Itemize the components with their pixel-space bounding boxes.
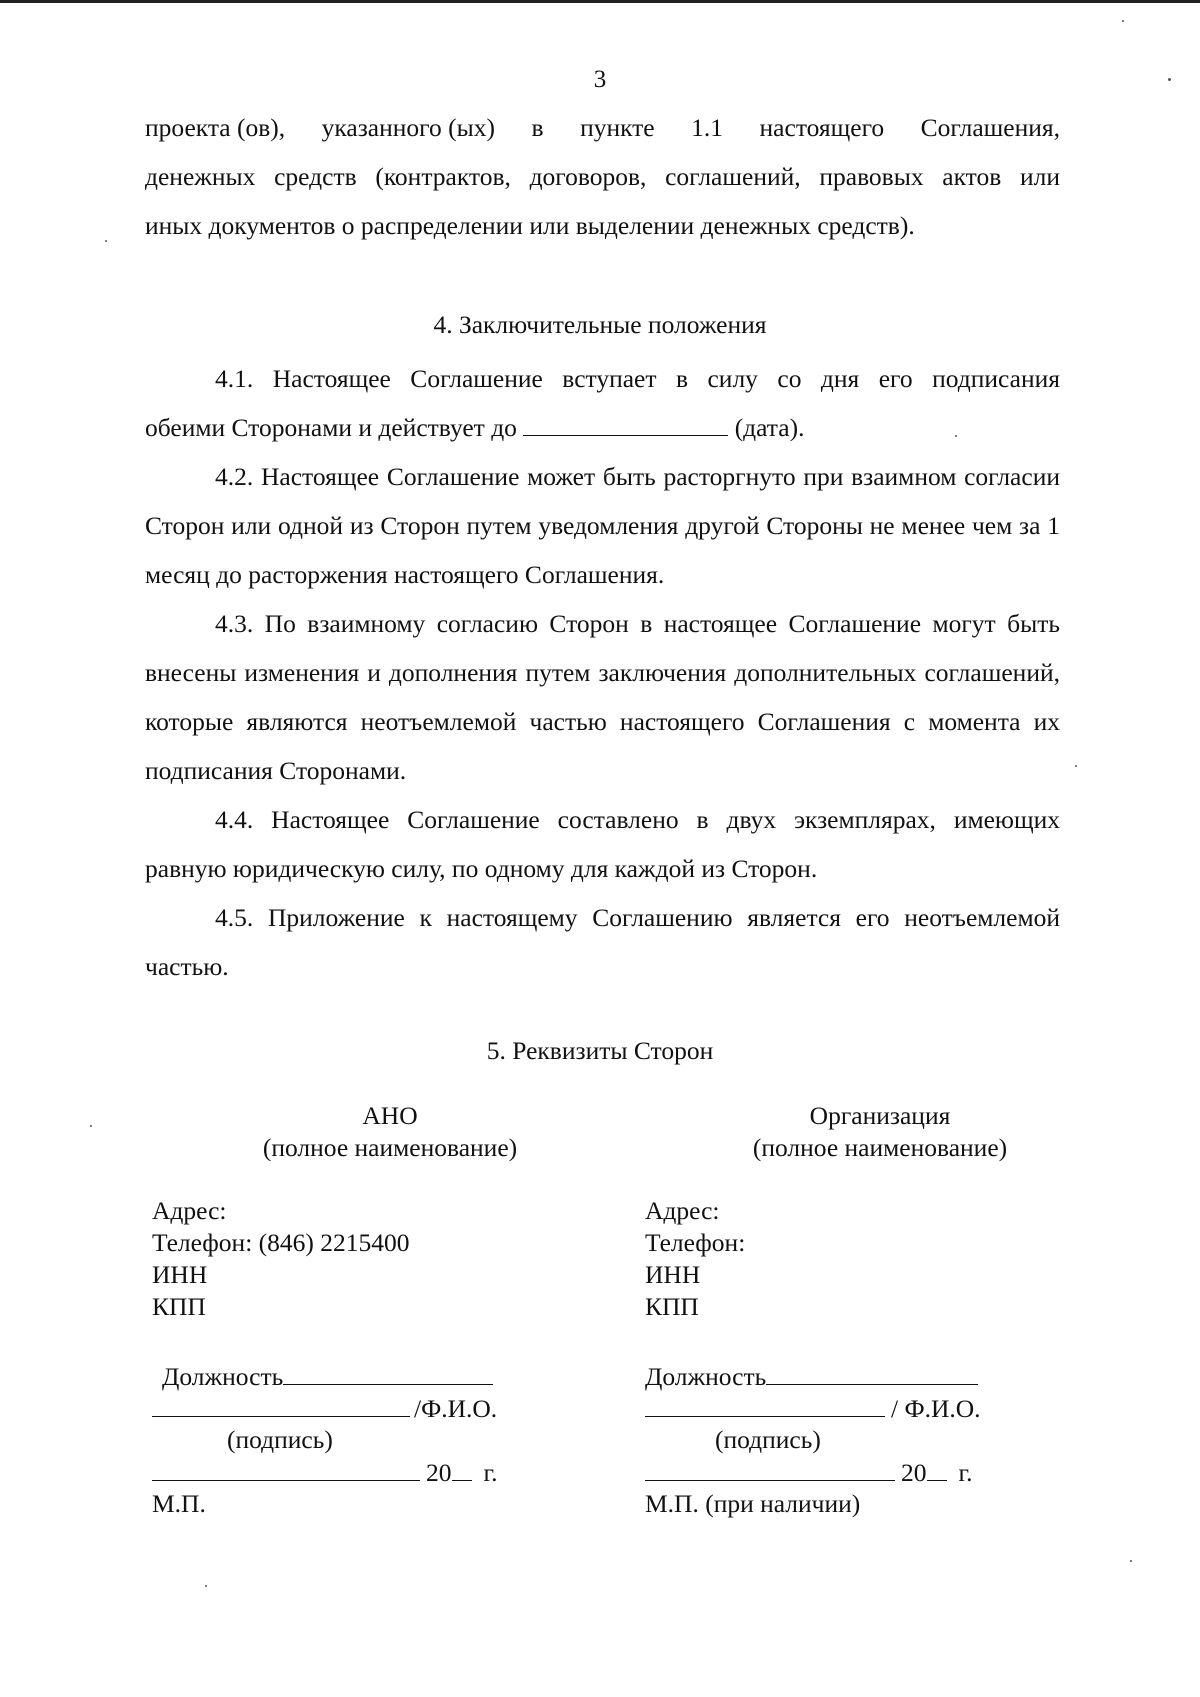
party-right-fio: / Ф.И.О. <box>891 1394 981 1423</box>
party-right-year-suffix: г. <box>958 1458 973 1487</box>
year-blank-line <box>452 1456 472 1481</box>
page-number: 3 <box>593 66 607 93</box>
date-blank-line <box>152 1456 420 1481</box>
party-right-address: Адрес: <box>645 1196 720 1225</box>
section-4-title: 4. Заключительные положения <box>433 310 767 339</box>
clause-4-3: 4.3. По взаимному согласию Сторон в настоящее Соглашение могут быть внесены изменения и дополнения путем заключения дополнительных соглашений, которые являются неотъемлемой частью настоящего Соглашения с момента их подписания Сторонами. <box>145 609 1060 785</box>
party-right-details <box>645 1195 745 1323</box>
intro-word: 1.1 <box>691 113 724 142</box>
date-blank-line <box>645 1456 895 1481</box>
party-left-signature-block <box>152 1360 532 1520</box>
date-label: (дата). <box>734 413 805 442</box>
scan-speck <box>1130 1560 1132 1562</box>
clause-4-1-line-2 <box>145 403 1060 452</box>
clause-4-4: 4.4. Настоящее Соглашение составлено в двух экземплярах, имеющих равную юридическую силу, по одному для каждой из Сторон. <box>145 805 1060 883</box>
party-left-header <box>230 1100 550 1164</box>
scan-speck <box>1075 765 1077 767</box>
party-left-year: 20 <box>426 1458 452 1487</box>
intro-word: в <box>531 113 544 142</box>
party-right-kpp: КПП <box>645 1292 699 1321</box>
party-right-header <box>720 1100 1040 1164</box>
party-left-kpp: КПП <box>152 1292 206 1321</box>
party-left-address: Адрес: <box>152 1196 227 1225</box>
date-blank-line <box>523 413 728 436</box>
clause-4-1-line-1: 4.1. Настоящее Соглашение вступает в силу со дня его подписания <box>215 364 1060 393</box>
intro-line-1 <box>145 103 1060 152</box>
signature-blank-line <box>152 1392 410 1417</box>
party-left-date-row <box>152 1456 532 1488</box>
year-blank-line <box>927 1456 947 1481</box>
party-right-signature-block <box>645 1360 1025 1520</box>
clause-4-1-text: обеими Сторонами и действует до <box>145 413 517 442</box>
party-left-stamp: М.П. <box>152 1489 206 1518</box>
intro-word: проекта (ов), <box>145 113 286 142</box>
party-right-year: 20 <box>901 1458 927 1487</box>
intro-word: настоящего <box>759 113 885 142</box>
position-blank-line <box>766 1360 978 1385</box>
party-left-signature-label: (подпись) <box>227 1425 333 1454</box>
intro-word: пункте <box>580 113 655 142</box>
scan-speck <box>1168 78 1171 81</box>
signature-blank-line <box>645 1392 885 1417</box>
scan-speck <box>105 240 107 242</box>
party-left-phone: Телефон: (846) 2215400 <box>152 1228 410 1257</box>
party-right-date-row <box>645 1456 1025 1488</box>
party-right-subtitle: (полное наименование) <box>752 1133 1008 1162</box>
party-right-inn: ИНН <box>645 1260 701 1289</box>
party-right-phone: Телефон: <box>645 1228 746 1257</box>
party-left-name: АНО <box>362 1101 418 1130</box>
clause-4-2: 4.2. Настоящее Соглашение может быть расторгнуто при взаимном согласии Сторон или одной из Сторон путем уведомления другой Стороны не менее чем за 1 месяц до расторжения настоящего Соглашения. <box>145 462 1060 589</box>
party-right-position-row <box>645 1360 1025 1392</box>
party-left-inn: ИНН <box>152 1260 208 1289</box>
party-right-signature-label: (подпись) <box>715 1425 821 1454</box>
clause-4-5: 4.5. Приложение к настоящему Соглашению является его неотъемлемой частью. <box>145 903 1060 981</box>
party-left-year-suffix: г. <box>483 1458 498 1487</box>
party-right-position-label: Должность <box>645 1362 767 1391</box>
intro-line-2: денежных средств (контрактов, договоров, соглашений, правовых актов или <box>145 162 1060 191</box>
party-left-subtitle: (полное наименование) <box>262 1133 518 1162</box>
position-blank-line <box>283 1360 493 1385</box>
intro-line-3: иных документов о распределении или выделении денежных средств). <box>145 211 915 240</box>
party-left-position-label: Должность <box>162 1362 284 1391</box>
party-left-position-row <box>152 1360 532 1392</box>
scan-speck <box>955 435 957 437</box>
scan-speck <box>90 1125 92 1127</box>
party-right-name: Организация <box>809 1101 951 1130</box>
section-5-title: 5. Реквизиты Сторон <box>486 1036 714 1065</box>
party-left-details <box>152 1195 410 1323</box>
party-left-fio: /Ф.И.О. <box>414 1394 498 1423</box>
party-right-fio-row <box>645 1392 1025 1424</box>
intro-word: указанного (ых) <box>321 113 495 142</box>
scan-top-border <box>0 0 1200 3</box>
scan-speck <box>1122 20 1124 22</box>
scan-speck <box>205 1585 207 1587</box>
intro-word: Соглашения, <box>920 113 1060 142</box>
party-right-stamp: М.П. (при наличии) <box>645 1489 861 1518</box>
party-left-fio-row <box>152 1392 532 1424</box>
